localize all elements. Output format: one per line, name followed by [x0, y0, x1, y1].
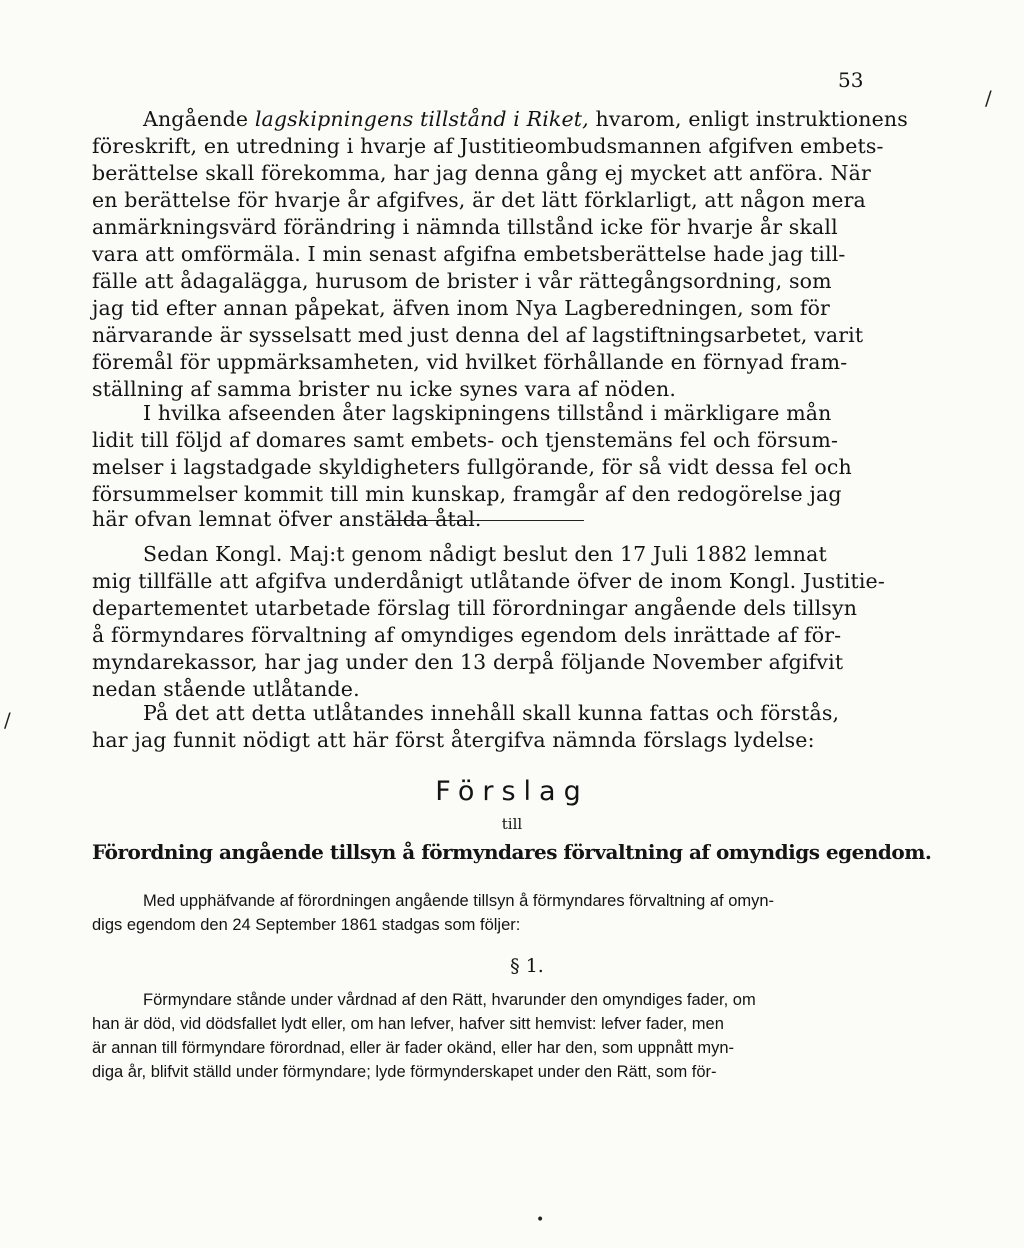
body-line: här ofvan lemnat öfver anstälda åtal. [92, 507, 482, 531]
body-line: å förmyndares förvaltning af omyndiges egendom dels inrättade af för- [92, 623, 842, 647]
section-heading: § 1. [510, 955, 544, 977]
section-text-line: han är död, vid dödsfallet lydt eller, om han lefver, hafver sitt hemvist: lefver fader, men [92, 1015, 724, 1033]
body-line: föremål för uppmärksamheten, vid hvilket förhållande en förnyad fram- [92, 350, 848, 374]
body-line: I hvilka afseenden åter lagskipningens tillstånd i märkligare mån [143, 401, 832, 425]
body-line: fälle att ådagalägga, hurusom de brister i vår rättegångsordning, som [92, 269, 832, 293]
body-line: lidit till följd af domares samt embets- och tjenstemäns fel och försum- [92, 428, 839, 452]
body-line: myndarekassor, har jag under den 13 derpå följande November afgifvit [92, 650, 844, 674]
margin-mark-bottom: • [536, 1212, 545, 1228]
intro-line: Med upphäfvande af förordningen angående tillsyn å förmyndares förvaltning af omyn- [143, 892, 775, 910]
body-line [143, 106, 908, 133]
italic-phrase: lagskipningens tillstånd i Riket, [254, 107, 589, 131]
body-line: departementet utarbetade förslag till förordningar angående dels tillsyn [92, 596, 858, 620]
section-text-line: är annan till förmyndare förordnad, eller är fader okänd, eller har den, som uppnått myn- [92, 1039, 735, 1057]
body-line: en berättelse för hvarje år afgifves, är det lätt förklarligt, att någon mera [92, 188, 866, 212]
body-line: nedan stående utlåtande. [92, 677, 360, 701]
page-number: 53 [838, 68, 864, 92]
body-line: berättelse skall förekomma, har jag denna gång ej mycket att anföra. När [92, 161, 871, 185]
body-line: Sedan Kongl. Maj:t genom nådigt beslut den 17 Juli 1882 lemnat [143, 542, 827, 566]
text-run: hvarom, enligt instruktionens [588, 107, 908, 131]
body-line: mig tillfälle att afgifva underdånigt utlåtande öfver de inom Kongl. Justitie- [92, 569, 885, 593]
body-line: anmärkningsvärd förändring i nämnda tillstånd icke för hvarje år skall [92, 215, 838, 239]
body-line: melser i lagstadgade skyldigheters fullgörande, för så vidt dessa fel och [92, 455, 852, 479]
body-line: ställning af samma brister nu icke synes vara af nöden. [92, 377, 677, 401]
body-line: vara att omförmäla. I min senast afgifna embetsberättelse hade jag till- [92, 242, 846, 266]
body-line: försummelser kommit till min kunskap, framgår af den redogörelse jag [92, 482, 842, 506]
body-line: har jag funnit nödigt att här först återgifva nämnda förslags lydelse: [92, 728, 815, 752]
forslag-heading: Förslag [435, 776, 589, 807]
intro-line: digs egendom den 24 September 1861 stadgas som följer: [92, 916, 521, 934]
till-label: till [501, 815, 523, 833]
section-text-line: diga år, blifvit ställd under förmyndare; lyde förmynderskapet under den Rätt, som för- [92, 1063, 717, 1081]
body-line: föreskrift, en utredning i hvarje af Justitieombudsmannen afgifven embets- [92, 134, 884, 158]
section-divider [386, 520, 584, 521]
body-line: jag tid efter annan påpekat, äfven inom Nya Lagberedningen, som för [92, 296, 831, 320]
ordinance-title: Förordning angående tillsyn å förmyndares förvaltning af omyndigs egendom. [92, 840, 932, 864]
body-line: På det att detta utlåtandes innehåll skall kunna fattas och förstås, [143, 701, 840, 725]
text-run: Angående [143, 107, 255, 131]
section-text-line: Förmyndare stånde under vårdnad af den Rätt, hvarunder den omyndiges fader, om [143, 991, 756, 1009]
margin-mark-top-right: / [985, 86, 992, 110]
margin-mark-left: / [4, 708, 11, 732]
body-line: närvarande är sysselsatt med just denna del af lagstiftningsarbetet, varit [92, 323, 864, 347]
